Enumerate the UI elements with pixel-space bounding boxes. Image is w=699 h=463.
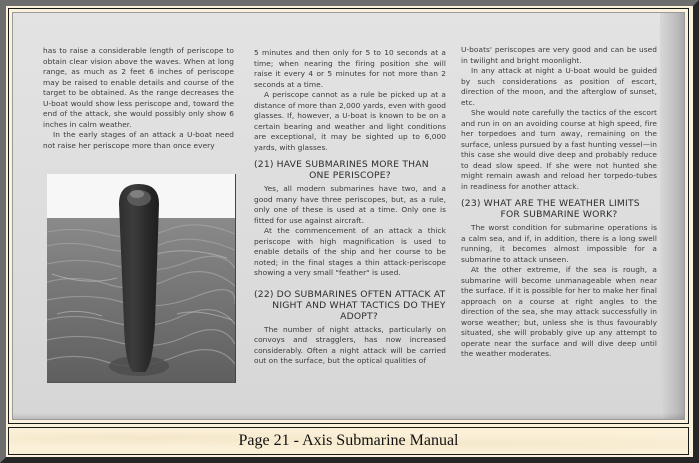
scan-container [8,8,689,424]
paragraph: At the other extreme, if the sea is rough, a submarine will become unmanageable when near the surface. If it is possible for her to make her final approach on a course at right angles to the direction of the sea, she may attack successfully in worse weather; but, unless she is thus favourably situated, she will probably give up any attempt to operate near the surface and will dive deep until the weather moderates. [461,265,657,358]
text-column-1 [43,46,234,151]
page-caption [8,427,689,455]
section-heading-23 [461,198,657,220]
heading-line: HAVE SUBMARINES MORE THAN [276,159,429,170]
paragraph: The number of night attacks, particularly on convoys and stragglers, has now increased considerably. Often a night attack will be carried out on the surface, but the optical qualities of [254,324,446,365]
paragraph: She would note carefully the tactics of the escort and run in on an avoiding course at high speed, fire her torpedoes and turn away, remaining on the surface, unless pursued by a fast hunting vessel—in this case she would dive deep and probably reduce to dead slow speed. If she were not hunted she might remain awash and reload her torpedo-tubes in readiness for another attack. [461,108,657,191]
text-column-2 [254,48,446,367]
section-number: (22) [254,288,274,300]
paragraph: A periscope cannot as a rule be picked up at a distance of more than 2,000 yards, even with good glasses. If, however, a U-boat is known to be on a certain bearing and weather and light conditions are exceptional, it may be sighted up to 6,000 yards, with glasses. [254,90,446,152]
paragraph: The worst condition for submarine operations is a calm sea, and if, in addition, there is a long swell running, it becomes almost impossible for a submarine to attack unseen. [461,223,657,264]
paragraph: has to raise a considerable length of periscope to obtain clear vision above the waves. When at long range, as much as 2 feet 6 inches of periscope may be raised to enable details and course of the target to be obtained. As the range decreases the U-boat would show less periscope and, toward the end of the attack, she would possibly only show 6 inches in calm weather. [43,46,234,129]
paragraph: In any attack at night a U-boat would be guided by such considerations as position of escort, direction of the moon, and the afterglow of sunset, etc. [461,66,657,107]
section-number: (21) [254,159,274,170]
periscope-photo-icon [47,174,235,382]
paragraph: Yes, all modern submarines have two, and a good many have three periscopes, but, as a rule, only one of these is used at a time. Only one is fitted for use against aircraft. [254,184,446,225]
caption-text: Page 21 - Axis Submarine Manual [238,432,459,449]
heading-line: NIGHT AND WHAT TACTICS DO THEY ADOPT? [272,299,446,322]
paragraph: U-boats' periscopes are very good and can be used in twilight and bright moonlight. [461,45,657,65]
paragraph: At the commencement of an attack a thick periscope with high magnification is used to enable details of the ship and her course to be noted; in the final stages a thin attack-periscope showing a very small "feather" is used. [254,226,446,277]
page-fold-shadow [660,13,684,419]
periscope-photo [47,174,236,383]
heading-line: DO SUBMARINES OFTEN ATTACK AT [276,288,446,300]
section-heading-22 [254,289,446,322]
heading-line: WHAT ARE THE WEATHER LIMITS [483,198,640,209]
heading-line: FOR SUBMARINE WORK? [500,209,618,220]
section-number: (23) [461,198,481,209]
manual-page-scan [12,12,685,420]
paragraph: 5 minutes and then only for 5 to 10 seconds at a time; when nearing the firing position she will raise it every 4 or 5 minutes for not more than 2 seconds at a time. [254,48,446,89]
page-bottom-shadow [13,413,684,419]
heading-line: ONE PERISCOPE? [309,170,391,181]
paragraph: In the early stages of an attack a U-boat need not raise her periscope more than once every [43,130,234,150]
text-column-3 [461,45,657,360]
section-heading-21 [254,159,446,181]
